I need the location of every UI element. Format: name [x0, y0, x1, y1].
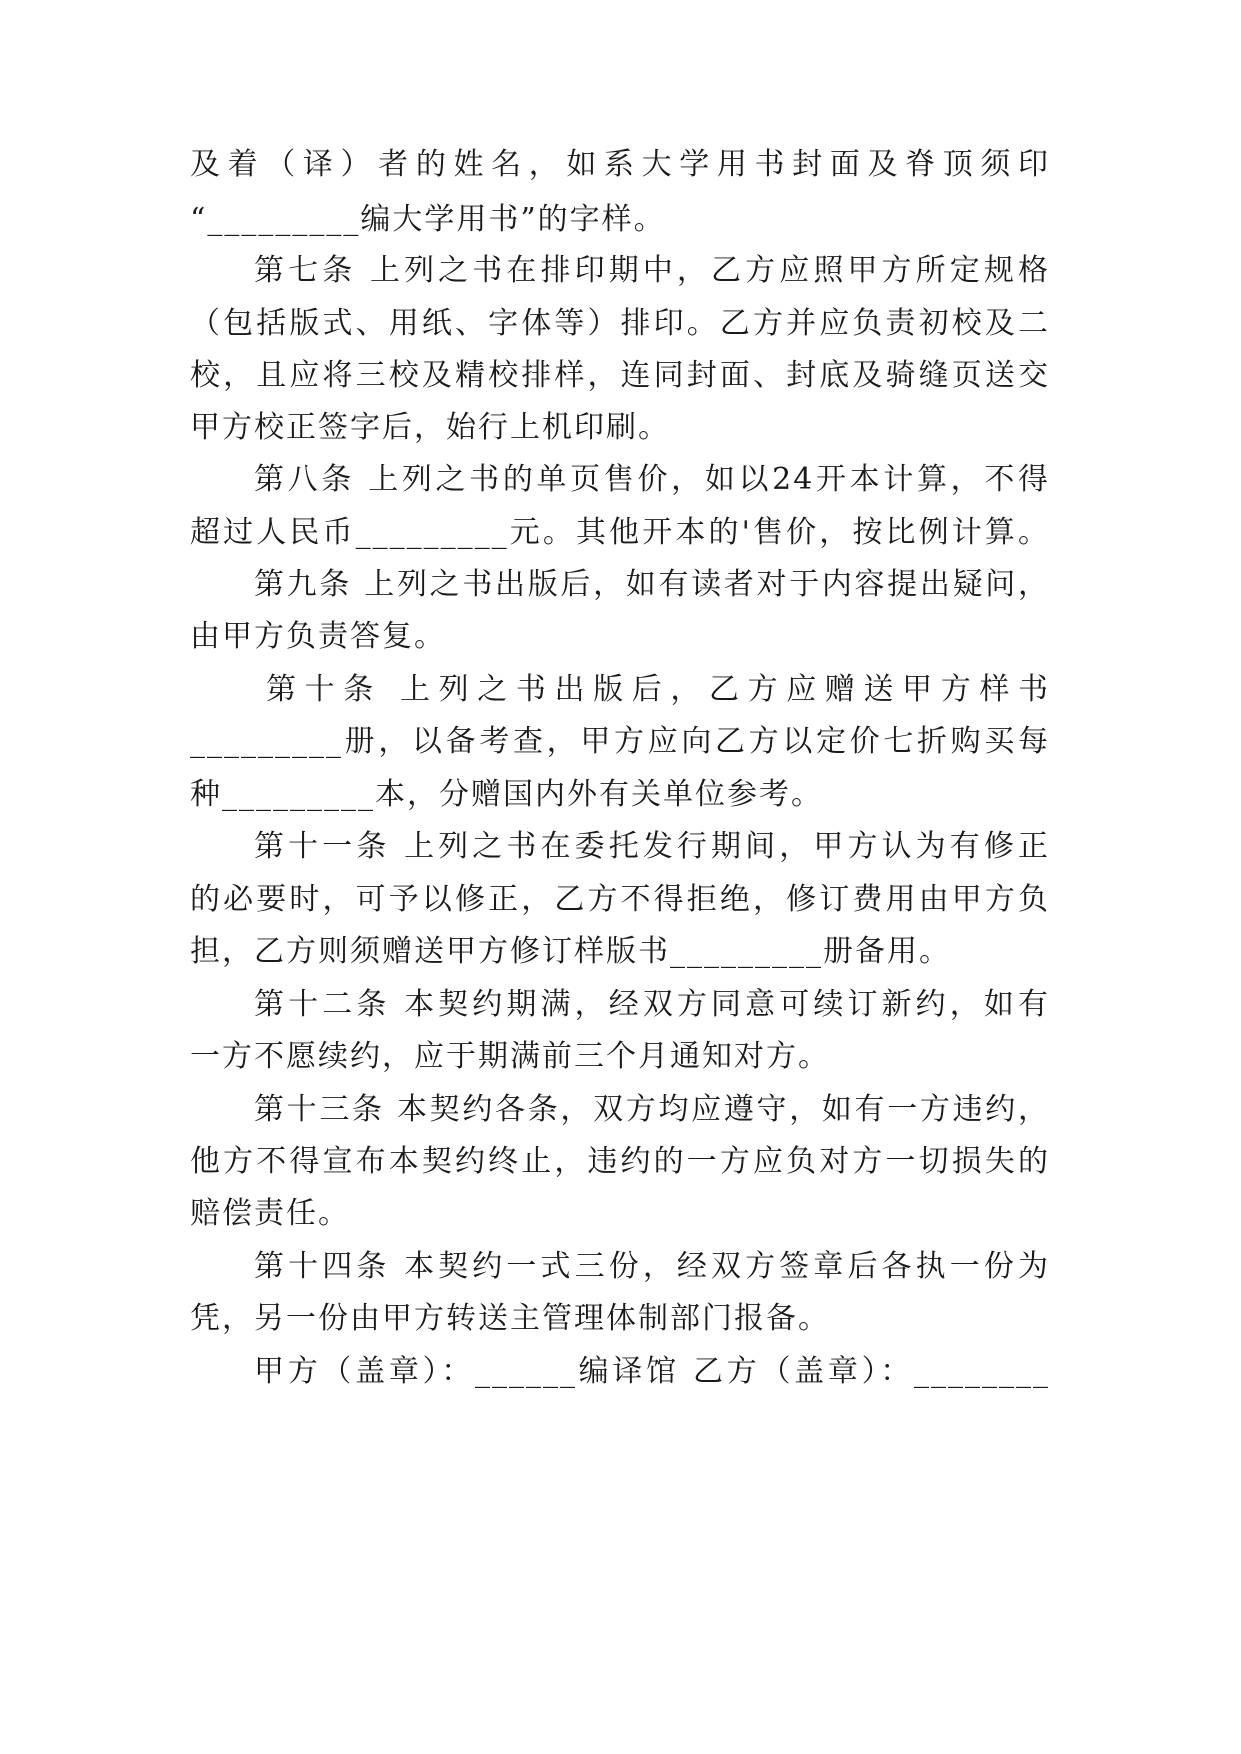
article-7-line-3: 校，且应将三校及精校排样，连同封面、封底及骑缝页送交 — [190, 358, 1050, 393]
article-11-line-2: 的必要时，可予以修正，乙方不得拒绝，修订费用由甲方负 — [190, 882, 1050, 917]
text-line-1: 及着（译）者的姓名，如系大学用书封面及脊顶须印 — [190, 147, 1050, 182]
article-11-line-3: 担，乙方则须赠送甲方修订样版书_________册备用。 — [190, 934, 951, 969]
article-13-line-3: 赔偿责任。 — [190, 1196, 350, 1231]
signature-line: 甲方（盖章）：______编译馆 乙方（盖章）：________ — [254, 1354, 1050, 1389]
article-11-line-1: 第十一条 上列之书在委托发行期间，甲方认为有修正 — [254, 829, 1050, 864]
article-13-line-2: 他方不得宣布本契约终止，违约的一方应负对方一切损失的 — [190, 1144, 1050, 1179]
article-8-line-1: 第八条 上列之书的单页售价，如以24开本计算，不得 — [254, 462, 1050, 497]
article-10-line-3: 种_________本，分赠国内外有关单位参考。 — [190, 777, 823, 812]
article-9-line-2: 由甲方负责答复。 — [190, 619, 446, 654]
article-10-line-2: _________册，以备考查，甲方应向乙方以定价七折购买每 — [190, 724, 1050, 759]
article-9-line-1: 第九条 上列之书出版后，如有读者对于内容提出疑问， — [254, 567, 1050, 602]
article-8-line-2: 超过人民币_________元。其他开本的'售价，按比例计算。 — [190, 515, 1050, 550]
article-14-line-1: 第十四条 本契约一式三份，经双方签章后各执一份为 — [254, 1249, 1050, 1284]
article-7-line-4: 甲方校正签字后，始行上机印刷。 — [190, 410, 670, 445]
article-7-line-1: 第七条 上列之书在排印期中，乙方应照甲方所定规格 — [254, 253, 1050, 288]
article-13-line-1: 第十三条 本契约各条，双方均应遵守，如有一方违约， — [254, 1092, 1050, 1127]
article-10-line-1: 第十条 上列之书出版后，乙方应赠送甲方样书 — [266, 672, 1050, 707]
article-12-line-1: 第十二条 本契约期满，经双方同意可续订新约，如有 — [254, 987, 1050, 1022]
text-line-2: “_________编大学用书”的字样。 — [190, 202, 666, 237]
article-12-line-2: 一方不愿续约，应于期满前三个月通知对方。 — [190, 1039, 830, 1074]
article-7-line-2: （包括版式、用纸、字体等）排印。乙方并应负责初校及二 — [190, 306, 1050, 341]
article-14-line-2: 凭，另一份由甲方转送主管理体制部门报备。 — [190, 1301, 830, 1336]
